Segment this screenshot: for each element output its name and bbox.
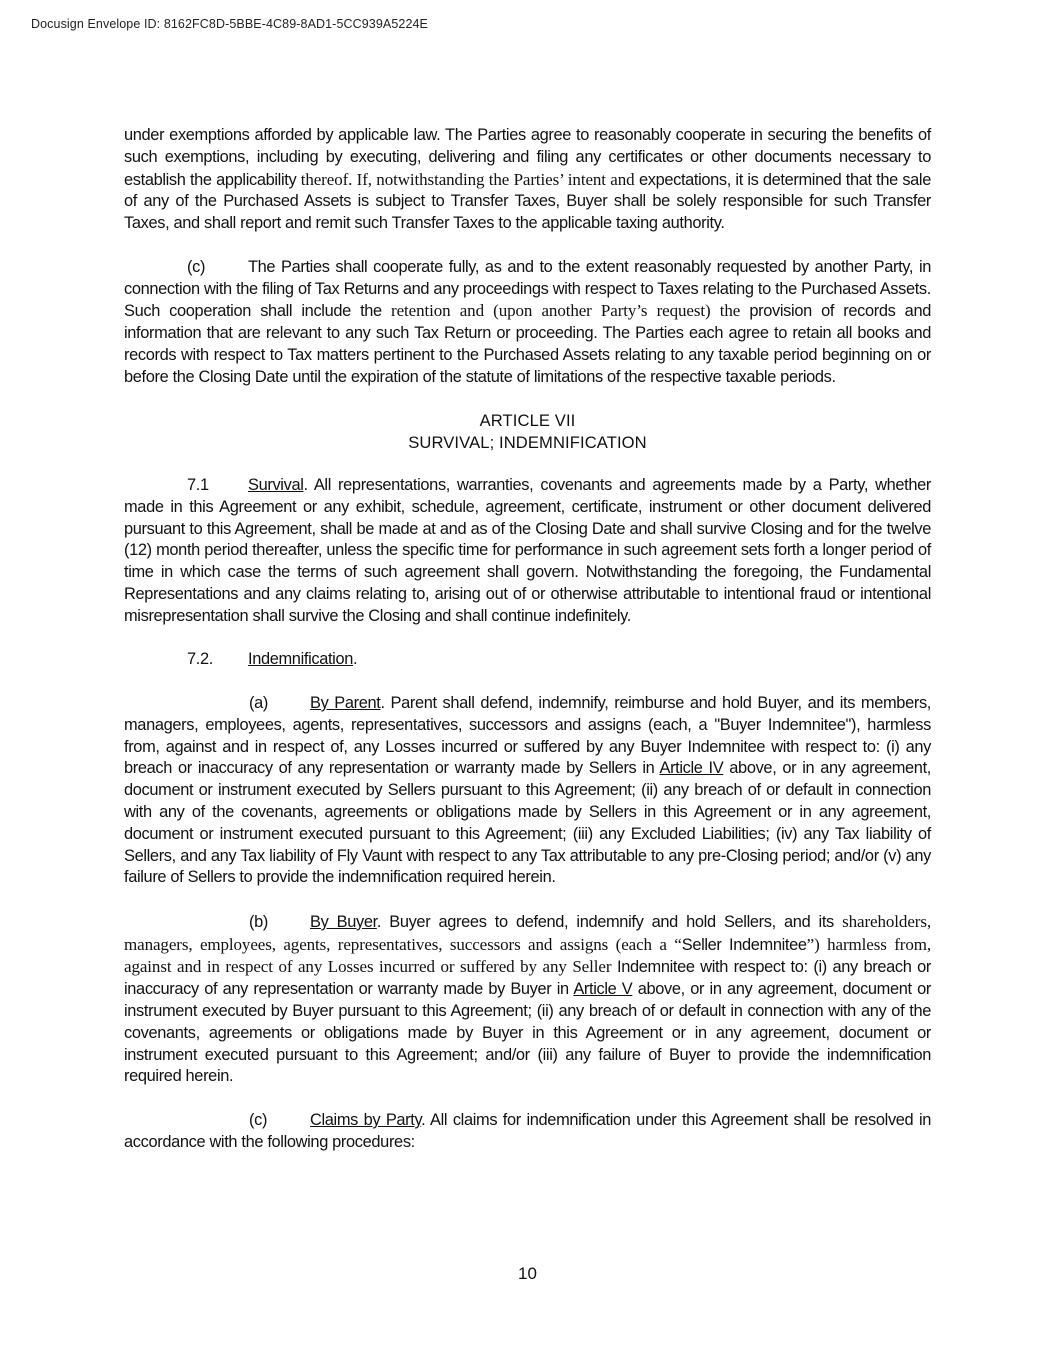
clause-label: (c) [249,1111,268,1130]
text-segment: The Parties shall cooperate fully, as and to the extent reasonably requested by another Party, in connection with the filing of Tax Returns and any proceedings with respect to Taxes relating to the Purchased Assets. Such cooperation shall include the [124,257,931,321]
section-7-2-indemnification [124,649,931,671]
text-segment: Seller Indemnitee [681,935,807,954]
clause-label: (b) [249,912,268,931]
paragraph-transfer-taxes [124,125,931,235]
text-segment: expectations, it is determined that the sale of any of the Purchased Assets is subject to Transfer Taxes, Buyer shall be solely responsible for such Transfer Taxes, and shall report and remit such Transfer Taxes to the applicable taxing authority. [124,170,931,233]
document-body [124,125,931,1175]
section-7-2-b-by-buyer [124,911,931,1088]
text-segment-serif: thereof. If, notwithstanding the Parties’ intent and [300,169,635,189]
text-segment: provision of records and information that are relevant to any such Tax Return or proceeding. The Parties each agree to retain all books and records with respect to Tax matters pertinent to the Purchased Assets relating to any taxable period beginning on or before the Closing Date until the expiration of the statute of limitations of the respective taxable periods. [124,302,931,386]
text-segment-serif: ”) harmless from, against and in respect of any Losses incurred or suffered by any Seller [124,934,932,977]
text-segment: above, or in any agreement, document or instrument executed by Sellers pursuant to this Agreement; (ii) any breach of or default in connection with any of the covenants, agreements or obligations made by Sellers in this Agreement or in any agreement, document or instrument executed pursuant to this Agreement; (iii) any Excluded Liabilities; (iv) any Tax liability of Sellers, and any Tax liability of Fly Vaunt with respect to any Tax attributable to any pre-Closing period; and/or (v) any failure of Sellers to provide the indemnification required herein. [124,759,931,887]
paragraph-tax-cooperation [124,257,931,389]
text-segment: under exemptions afforded by applicable law. The Parties agree to reasonably cooperate in securing the benefits of such exemptions, including by executing, delivering and filing any certificates or other documents necessary to establish the applicability [124,126,931,189]
text-segment-serif: retention and (upon another Party’s request) the [391,301,741,321]
text-segment: above, or in any agreement, document or instrument executed by Buyer pursuant to this Agreement; (ii) any breach of or default in connection with any of the covenants, agreements or obligations made by Buyer in this Agreement or in any agreement, document or instrument executed pursuant to this Agreement; and/or (iii) any failure of Buyer to provide the indemnification required herein. [124,980,931,1086]
section-number: 7.1 [187,475,209,494]
section-title: Indemnification [248,650,353,669]
section-title: Survival [248,475,304,494]
text-segment: . Parent shall defend, indemnify, reimburse and hold Buyer, and its members, managers, employees, agents, representatives, successors and assigns (each, a "Buyer Indemnitee"), harmless from, against and in respect of, any Losses incurred or suffered by any Buyer Indemnitee with respect to: (i) any breach or inaccuracy of any representation or warranty made by Sellers in [124,693,931,778]
clause-label: (c) [187,257,206,276]
section-7-2-c-claims-by-party [124,1110,931,1154]
text-segment: . Buyer agrees to defend, indemnify and hold Sellers, and its [376,912,843,931]
section-number: 7.2. [187,650,213,669]
clause-title: Claims by Party [310,1111,422,1130]
section-7-1-survival [124,475,931,628]
article-number: ARTICLE VII [479,411,576,431]
article-heading [124,410,931,454]
article-title: SURVIVAL; INDEMNIFICATION [408,433,647,453]
text-segment: . All claims for indemnification under this Agreement shall be resolved in accordance with the following procedures: [124,1111,931,1151]
docusign-envelope-id: Docusign Envelope ID: 8162FC8D-5BBE-4C89-8AD1-5CC939A5224E [31,17,428,31]
clause-title: By Buyer [310,912,377,931]
section-trail: . [353,650,358,669]
clause-title: By Parent [310,693,381,712]
page-number: 10 [518,1264,537,1283]
section-7-2-a-by-parent [124,693,931,889]
article-reference: Article IV [659,759,724,778]
text-segment: Indemnitee with respect to: (i) any breach or inaccuracy of any representation or warranty made by Buyer in [124,958,931,999]
section-body: . All representations, warranties, covenants and agreements made by a Party, whether made in this Agreement or any exhibit, schedule, agreement, certificate, instrument or other document delivered pursuant to this Agreement, shall be made at and as of the Closing Date and shall survive Closing and for the twelve (12) month period thereafter, unless the specific time for performance in such agreement sets forth a longer period of time in which case the terms of such agreement shall govern. Notwithstanding the foregoing, the Fundamental Representations and any claims relating to, arising out of or otherwise attributable to intentional fraud or intentional misrepresentation shall survive the Closing and shall continue indefinitely. [124,475,931,625]
article-reference: Article V [573,980,633,999]
clause-label: (a) [249,693,268,712]
text-segment-serif: shareholders, managers, employees, agents, representatives, successors and assigns (each a “ [124,911,931,954]
